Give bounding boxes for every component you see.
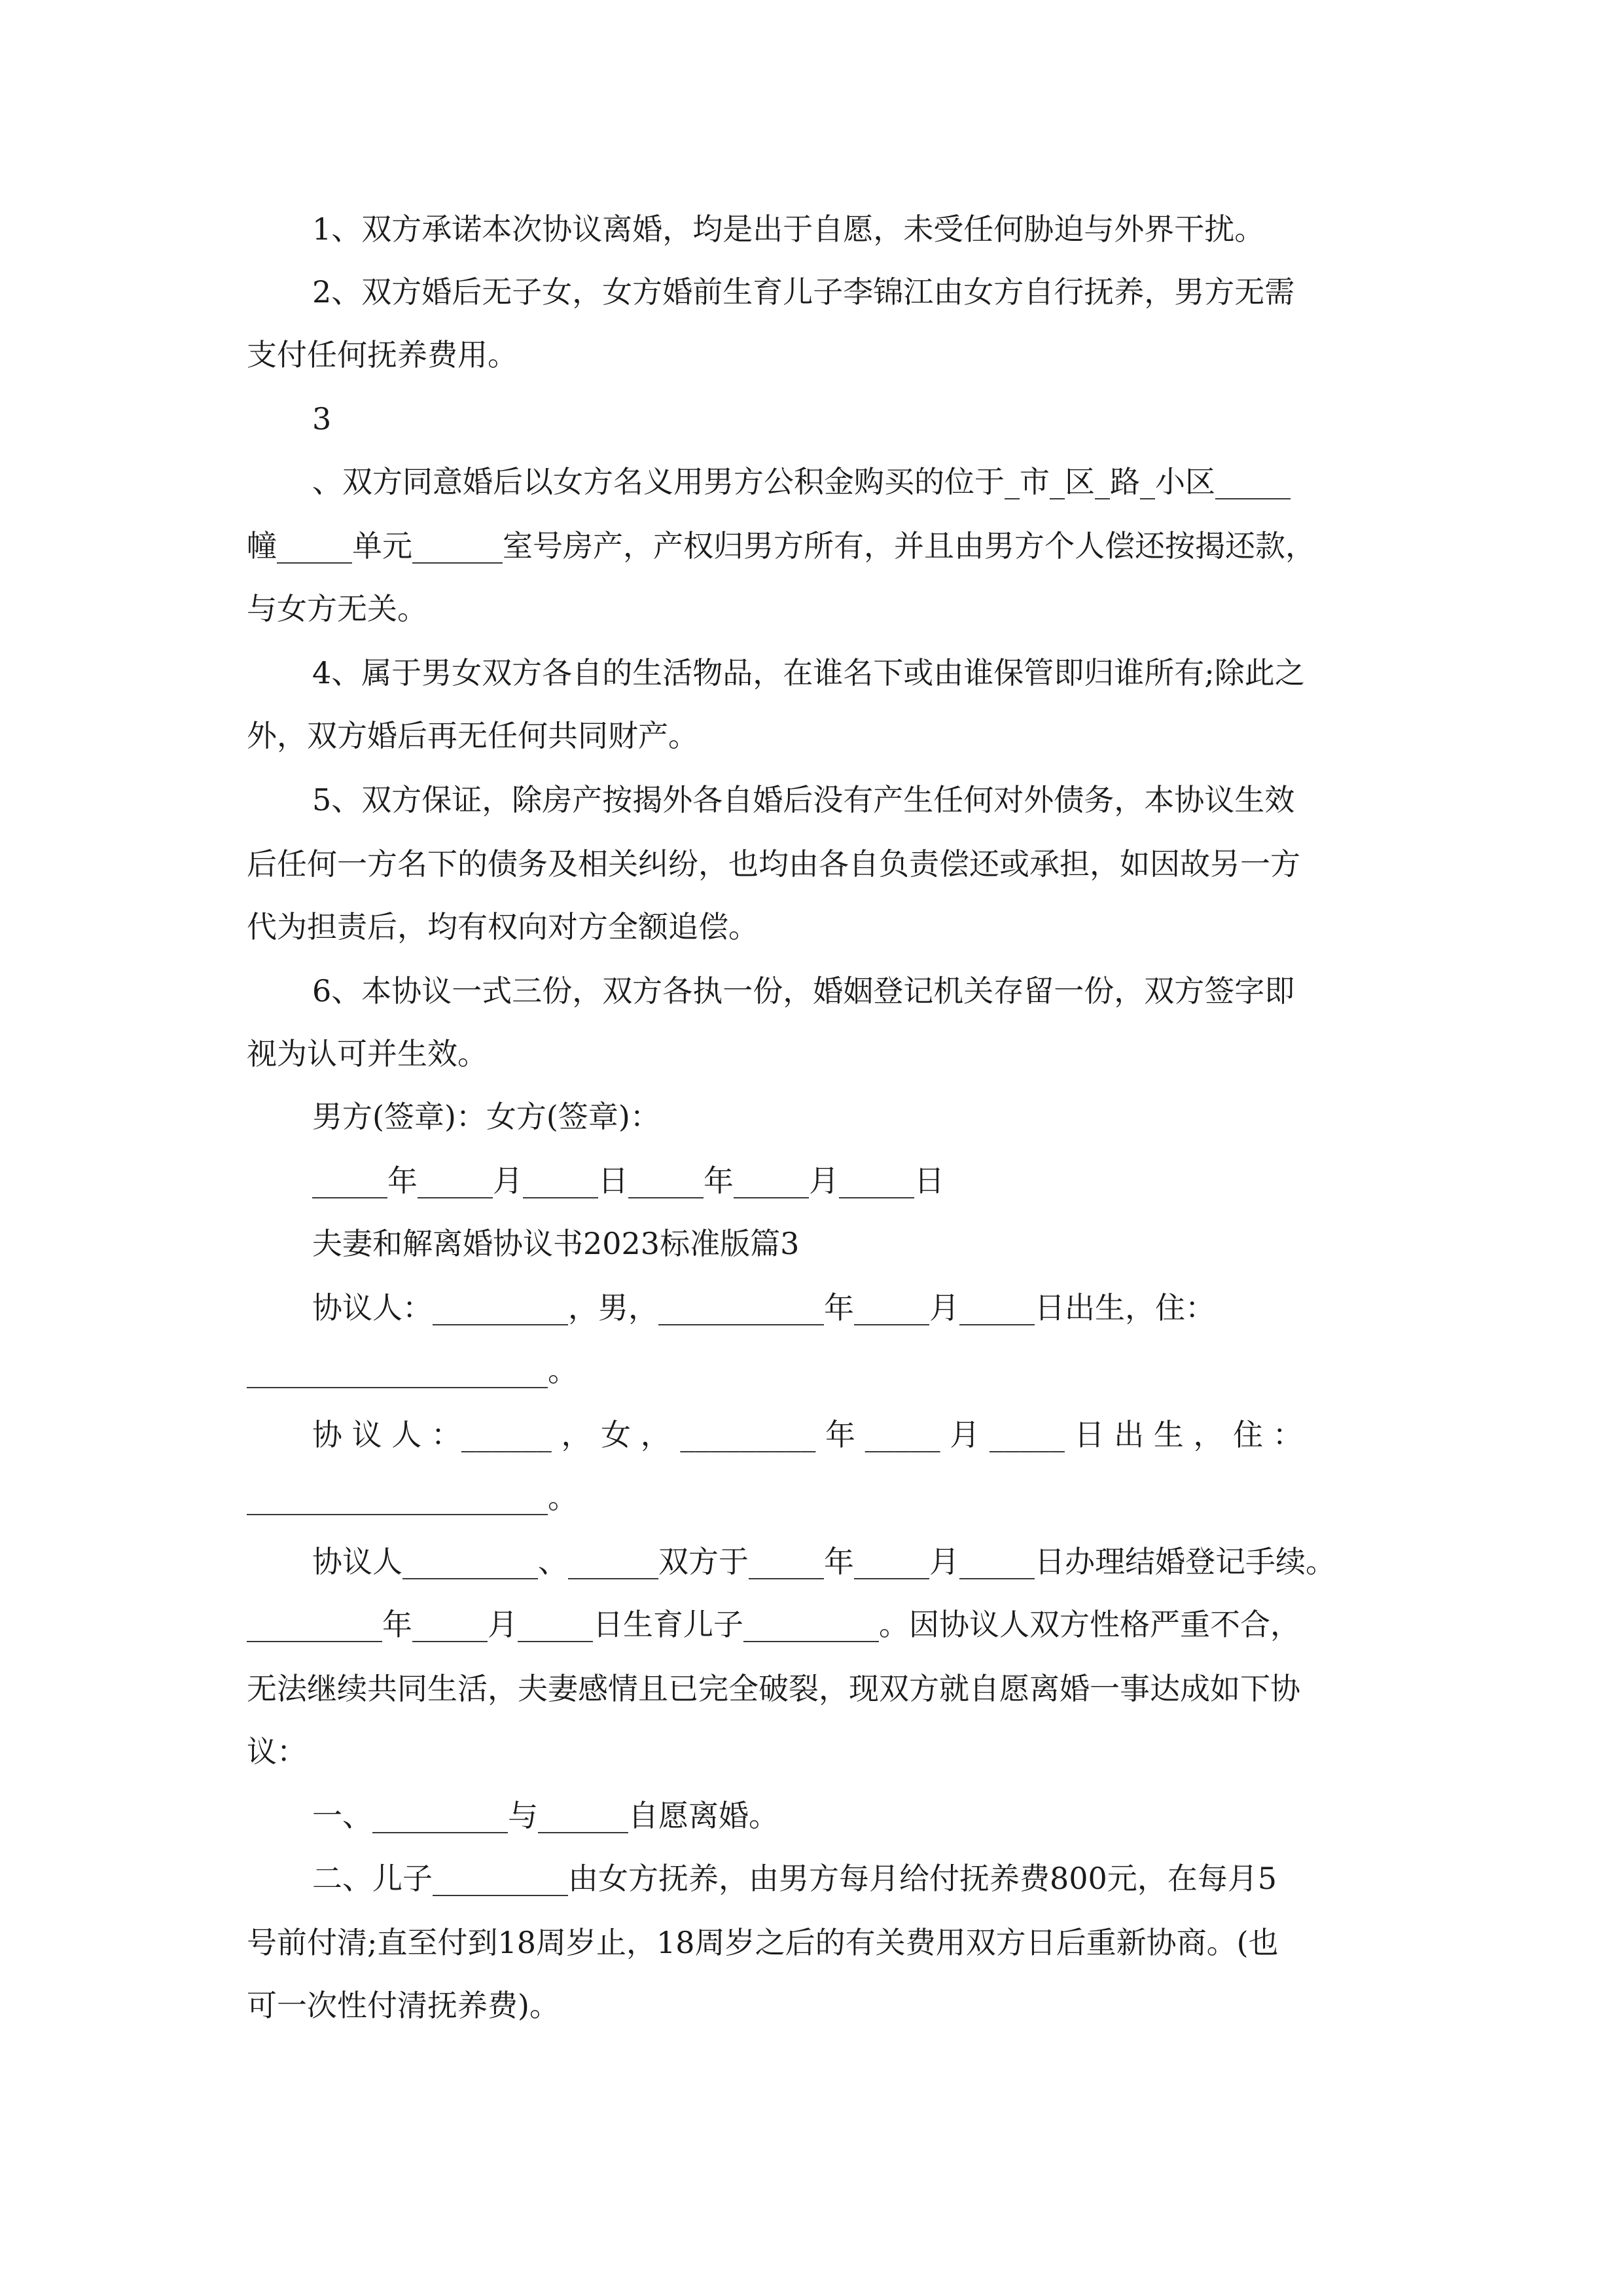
clause-6-line-2: 视为认可并生效。 — [247, 1036, 488, 1071]
party-2-line-2: ____________________。 — [247, 1480, 578, 1515]
clause-2-line-2: 支付任何抚养费用。 — [247, 337, 518, 372]
marriage-line-3: 无法继续共同生活，夫妻感情且已完全破裂，现双方就自愿离婚一事达成如下协 — [247, 1671, 1300, 1706]
clause-2-line-1: 2、双方婚后无子女，女方婚前生育儿子李锦江由女方自行抚养，男方无需 — [312, 274, 1295, 310]
party-2-line-1: 协 议 人 ：______ ， 女 ， _________ 年 _____ 月 _____ 日 出 生 ， 住 ： — [312, 1417, 1303, 1452]
agreement-item-2-line-1: 二、儿子_________由女方抚养，由男方每月给付抚养费800元，在每月5 — [312, 1861, 1277, 1896]
date-line: _____年_____月_____日_____年_____月_____日 — [312, 1163, 944, 1198]
marriage-line-4: 议： — [247, 1734, 307, 1769]
clause-5-line-3: 代为担责后，均有权向对方全额追偿。 — [247, 909, 758, 944]
marriage-line-1: 协议人_________、______双方于_____年_____月_____日办理结婚登记手续。 — [312, 1544, 1336, 1579]
clause-6-line-1: 6、本协议一式三份，双方各执一份，婚姻登记机关存留一份，双方签字即 — [312, 973, 1295, 1009]
section-heading: 夫妻和解离婚协议书2023标准版篇3 — [312, 1226, 800, 1261]
marriage-line-2: _________年_____月_____日生育儿子_________。因协议人双方性格严重不合， — [247, 1607, 1300, 1642]
agreement-item-2-line-2: 号前付清;直至付到18周岁止，18周岁之后的有关费用双方日后重新协商。(也 — [247, 1925, 1279, 1960]
agreement-item-2-line-3: 可一次性付清抚养费)。 — [247, 1988, 560, 2023]
clause-5-line-1: 5、双方保证，除房产按揭外各自婚后没有产生任何对外债务，本协议生效 — [312, 782, 1295, 817]
clause-3-line-2: 幢_____单元______室号房产，产权归男方所有，并且由男方个人偿还按揭还款， — [247, 528, 1315, 564]
clause-3-line-1: 、双方同意婚后以女方名义用男方公积金购买的位于_市_区_路_小区_____ — [312, 464, 1291, 499]
party-1-line-2: ____________________。 — [247, 1353, 578, 1388]
party-1-line-1: 协议人：_________，男，___________年_____月_____日出生，住： — [312, 1290, 1215, 1325]
clause-4-line-1: 4、属于男女双方各自的生活物品，在谁名下或由谁保管即归谁所有;除此之 — [312, 655, 1305, 691]
clause-3-number: 3 — [312, 401, 332, 437]
clause-5-line-2: 后任何一方名下的债务及相关纠纷，也均由各自负责偿还或承担，如因故另一方 — [247, 846, 1300, 882]
signature-line: 男方(签章)：女方(签章)： — [312, 1099, 660, 1134]
clause-1: 1、双方承诺本次协议离婚，均是出于自愿，未受任何胁迫与外界干扰。 — [312, 211, 1265, 247]
clause-3-line-3: 与女方无关。 — [247, 591, 427, 626]
agreement-item-1: 一、_________与______自愿离婚。 — [312, 1798, 779, 1833]
clause-4-line-2: 外，双方婚后再无任何共同财产。 — [247, 718, 698, 753]
